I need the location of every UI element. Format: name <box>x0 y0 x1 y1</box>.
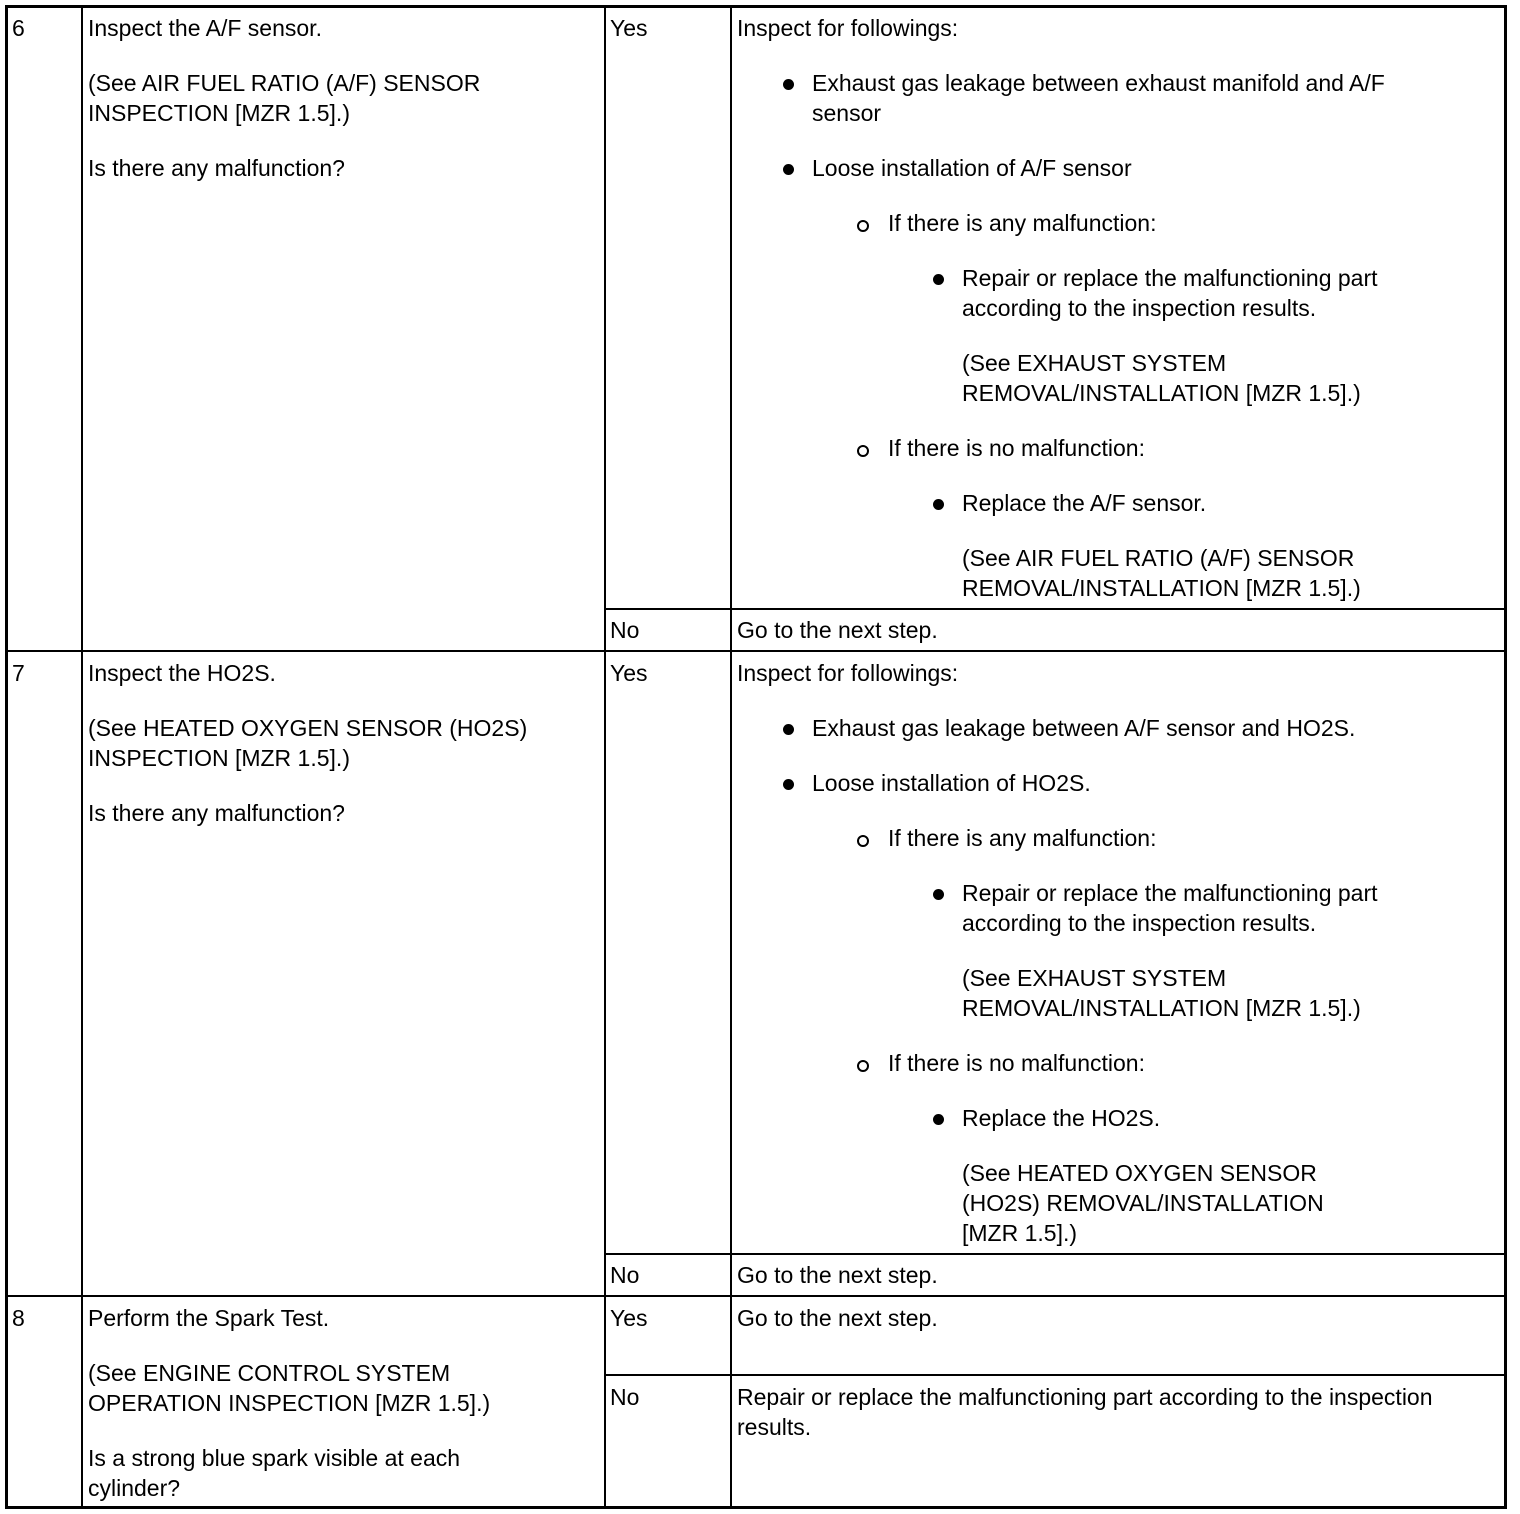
result-text: If there is no malfunction: <box>888 435 1145 461</box>
bullet-icon <box>933 274 944 285</box>
no-label: No <box>610 1262 640 1288</box>
bullet-icon <box>783 779 794 790</box>
step-reference: OPERATION INSPECTION [MZR 1.5].) <box>88 1390 491 1416</box>
column-divider-answer <box>730 8 732 1506</box>
troubleshooting-table <box>5 5 1507 1509</box>
bullet-icon <box>933 1114 944 1125</box>
result-reference: (See HEATED OXYGEN SENSOR <box>962 1160 1317 1186</box>
step-question: Is there any malfunction? <box>88 155 345 181</box>
result-text: Repair or replace the malfunctioning part according to the inspection <box>737 1384 1433 1410</box>
bullet-icon <box>783 724 794 735</box>
result-reference: (See EXHAUST SYSTEM <box>962 965 1227 991</box>
bullet-icon <box>783 79 794 90</box>
step-reference: INSPECTION [MZR 1.5].) <box>88 745 350 771</box>
result-text: Go to the next step. <box>737 617 938 643</box>
step-reference: (See ENGINE CONTROL SYSTEM <box>88 1360 451 1386</box>
step-question: Perform the Spark Test. <box>88 1305 330 1331</box>
result-text: If there is no malfunction: <box>888 1050 1145 1076</box>
result-reference: (HO2S) REMOVAL/INSTALLATION <box>962 1190 1324 1216</box>
yes-label: Yes <box>610 15 648 41</box>
result-text: Loose installation of HO2S. <box>812 770 1091 796</box>
no-label: No <box>610 1384 640 1410</box>
row-divider-7-8 <box>8 1295 1507 1297</box>
result-reference: REMOVAL/INSTALLATION [MZR 1.5].) <box>962 995 1361 1021</box>
hollow-bullet-icon <box>857 445 869 457</box>
hollow-bullet-icon <box>857 1060 869 1072</box>
result-text: Replace the HO2S. <box>962 1105 1161 1131</box>
step-number: 6 <box>12 15 25 41</box>
row-divider-8-no <box>604 1374 1507 1376</box>
step-reference: (See AIR FUEL RATIO (A/F) SENSOR <box>88 70 481 96</box>
row-divider-6-7 <box>8 650 1507 652</box>
result-text: If there is any malfunction: <box>888 210 1157 236</box>
step-number: 7 <box>12 660 25 686</box>
step-question: Inspect the A/F sensor. <box>88 15 322 41</box>
result-text: If there is any malfunction: <box>888 825 1157 851</box>
bullet-icon <box>933 499 944 510</box>
step-question: cylinder? <box>88 1475 181 1501</box>
result-reference: (See EXHAUST SYSTEM <box>962 350 1227 376</box>
result-text: sensor <box>812 100 882 126</box>
step-number: 8 <box>12 1305 25 1331</box>
result-reference: [MZR 1.5].) <box>962 1220 1078 1246</box>
yes-label: Yes <box>610 1305 648 1331</box>
yes-label: Yes <box>610 660 648 686</box>
step-question: Inspect the HO2S. <box>88 660 276 686</box>
bullet-icon <box>933 889 944 900</box>
row-divider-7-no <box>604 1253 1507 1255</box>
result-reference: REMOVAL/INSTALLATION [MZR 1.5].) <box>962 380 1361 406</box>
result-reference: (See AIR FUEL RATIO (A/F) SENSOR <box>962 545 1355 571</box>
row-divider-6-no <box>604 608 1507 610</box>
result-text: Repair or replace the malfunctioning part <box>962 880 1378 906</box>
step-question: Is there any malfunction? <box>88 800 345 826</box>
bullet-icon <box>783 164 794 175</box>
result-text: Inspect for followings: <box>737 660 959 686</box>
result-text: Exhaust gas leakage between exhaust manifold and A/F <box>812 70 1385 96</box>
result-text: Go to the next step. <box>737 1305 938 1331</box>
result-text: Go to the next step. <box>737 1262 938 1288</box>
result-text: according to the inspection results. <box>962 295 1317 321</box>
hollow-bullet-icon <box>857 835 869 847</box>
result-text: Replace the A/F sensor. <box>962 490 1207 516</box>
column-divider-question <box>604 8 606 1506</box>
result-text: Exhaust gas leakage between A/F sensor and HO2S. <box>812 715 1356 741</box>
result-text: results. <box>737 1414 812 1440</box>
step-reference: INSPECTION [MZR 1.5].) <box>88 100 350 126</box>
column-divider-step <box>81 8 83 1506</box>
result-text: Loose installation of A/F sensor <box>812 155 1132 181</box>
result-text: Repair or replace the malfunctioning part <box>962 265 1378 291</box>
result-text: according to the inspection results. <box>962 910 1317 936</box>
hollow-bullet-icon <box>857 220 869 232</box>
no-label: No <box>610 617 640 643</box>
result-reference: REMOVAL/INSTALLATION [MZR 1.5].) <box>962 575 1361 601</box>
step-question: Is a strong blue spark visible at each <box>88 1445 461 1471</box>
step-reference: (See HEATED OXYGEN SENSOR (HO2S) <box>88 715 528 741</box>
result-text: Inspect for followings: <box>737 15 959 41</box>
